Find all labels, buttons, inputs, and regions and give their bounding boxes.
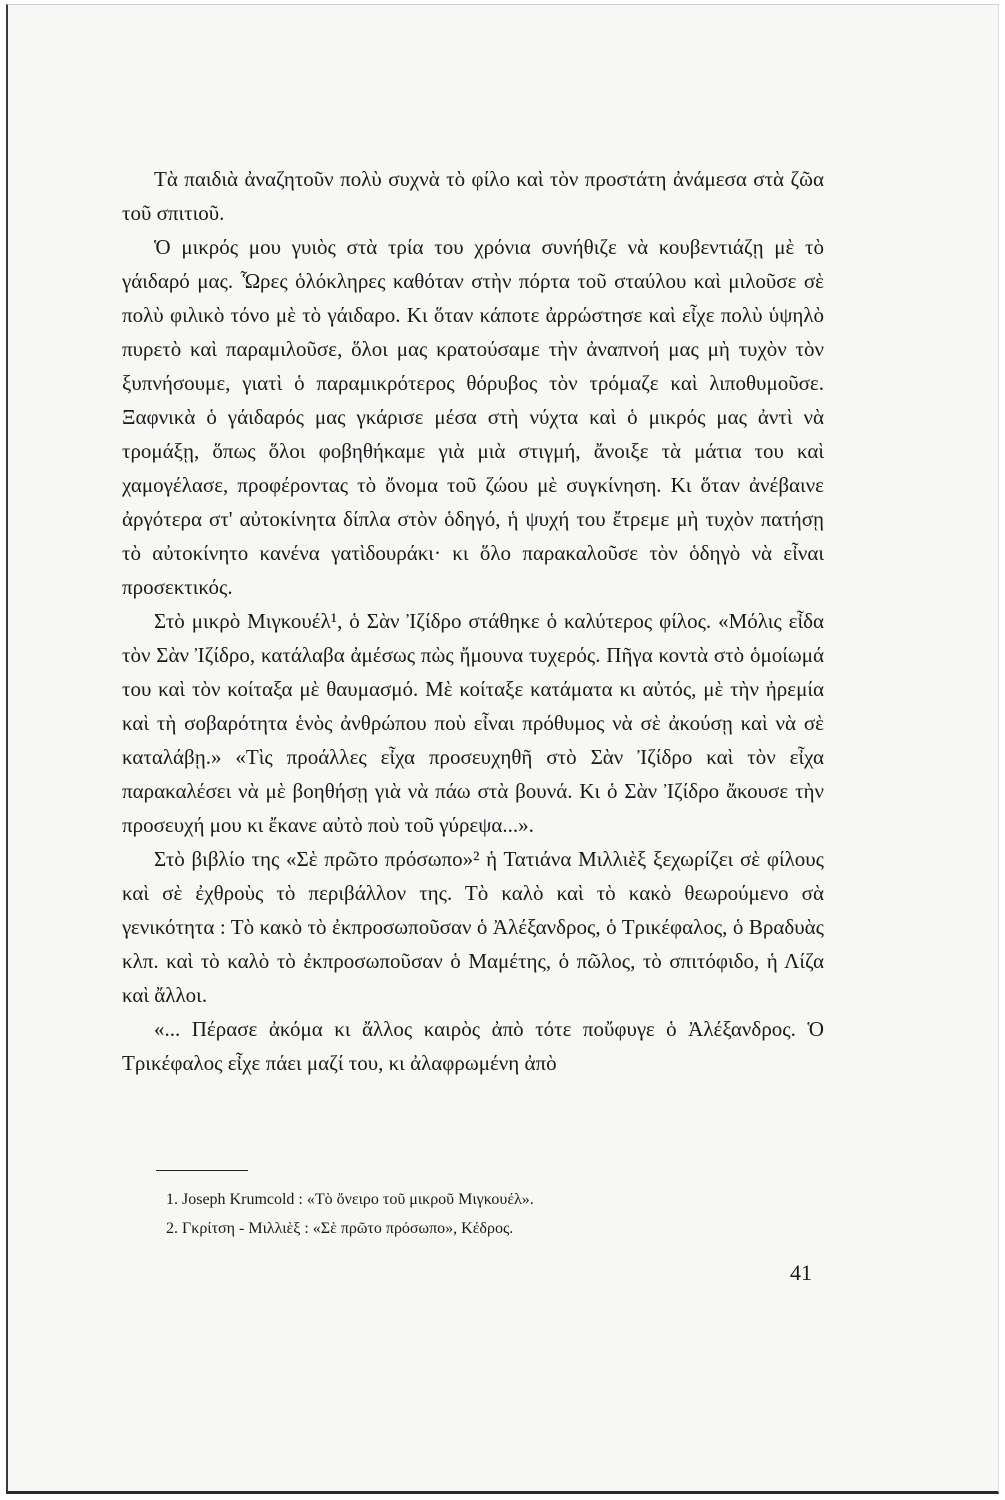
main-text: [122, 162, 824, 1080]
paragraph-1: Τὰ παιδιὰ ἀναζητοῦν πολὺ συχνὰ τὸ φίλο καὶ τὸν προστάτη ἀνάμεσα στὰ ζῶα τοῦ σπιτιοῦ.: [122, 167, 824, 225]
footnote-2: 2. Γκρίτση - Μιλλιὲξ : «Σὲ πρῶτο πρόσωπο», Κέδρος.: [166, 1220, 514, 1237]
footnote-1: 1. Joseph Krumcold : «Τὸ ὄνειρο τοῦ μικροῦ Μιγκουέλ».: [166, 1191, 534, 1208]
book-page: [6, 4, 999, 1494]
paragraph-2: Ὁ μικρός μου γυιὸς στὰ τρία του χρόνια συνήθιζε νὰ κουβεντιάζῃ μὲ τὸ γάιδαρό μας. Ὧρες ὁλόκληρες καθόταν στὴν πόρτα τοῦ σταύλου καὶ μιλοῦσε σὲ πολὺ φιλικὸ τόνο μὲ τὸ γάιδαρο. Κι ὅταν κάποτε ἀρρώστησε καὶ εἶχε πολὺ ὑψηλὸ πυρετὸ καὶ παραμιλοῦσε, ὅλοι μας κρατούσαμε τὴν ἀναπνοή μας μὴ τυχὸν τὸν ξυπνήσουμε, γιατὶ ὁ παραμικρότερος θόρυβος τὸν τρόμαζε καὶ λιποθυμοῦσε. Ξαφνικὰ ὁ γάιδαρός μας γκάρισε μέσα στὴ νύχτα καὶ ὁ μικρός μας ἀντὶ νὰ τρομάξῃ, ὅπως ὅλοι φοβηθήκαμε γιὰ μιὰ στιγμή, ἄνοιξε τὰ μάτια του καὶ χαμογέλασε, προφέροντας τὸ ὄνομα τοῦ ζώου μὲ συγκίνηση. Κι ὅταν ἀνέβαινε ἀργότερα στ' αὐτοκίνητα δίπλα στὸν ὁδηγό, ἡ ψυχή του ἔτρεμε μὴ τυχὸν πατήσῃ τὸ αὐτοκίνητο κανένα γατὶδουράκι· κι ὅλο παρακαλοῦσε τὸν ὁδηγὸ νὰ εἶναι προσεκτικός.: [122, 235, 824, 599]
footnotes: [166, 1185, 826, 1243]
paragraph-4: Στὸ βιβλίο της «Σὲ πρῶτο πρόσωπο»² ἡ Τατιάνα Μιλλιὲξ ξεχωρίζει σὲ φίλους καὶ σὲ ἐχθροὺς τὸ περιβάλλον της. Τὸ καλὸ καὶ τὸ κακὸ θεωρούμενο σὰ γενικότητα : Τὸ κακὸ τὸ ἐκπροσωποῦσαν ὁ Ἀλέξανδρος, ὁ Τρικέφαλος, ὁ Βραδυὰς κλπ. καὶ τὸ καλὸ τὸ ἐκπροσωποῦσαν ὁ Μαμέτης, ὁ πῶλος, τὸ σπιτόφιδο, ἡ Λίζα καὶ ἄλλοι.: [122, 847, 824, 1007]
paragraph-3: Στὸ μικρὸ Μιγκουέλ¹, ὁ Σὰν Ἰζίδρο στάθηκε ὁ καλύτερος φίλος. «Μόλις εἶδα τὸν Σὰν Ἰζίδρο, κατάλαβα ἀμέσως πὼς ἤμουνα τυχερός. Πῆγα κοντὰ στὸ ὁμοίωμά του καὶ τὸν κοίταξα μὲ θαυμασμό. Μὲ κοίταξε κατάματα κι αὐτός, μὲ τὴν ἠρεμία καὶ τὴ σοβαρότητα ἑνὸς ἀνθρώπου ποὺ εἶναι πρόθυμος νὰ σὲ ἀκούσῃ καὶ νὰ σὲ καταλάβῃ.» «Τὶς προάλλες εἶχα προσευχηθῆ στὸ Σὰν Ἰζίδρο καὶ τὸν εἶχα παρακαλέσει νὰ μὲ βοηθήσῃ γιὰ νὰ πάω στὰ βουνά. Κι ὁ Σὰν Ἰζίδρο ἄκουσε τὴν προσευχή μου κι ἔκανε αὐτὸ ποὺ τοῦ γύρεψα...».: [122, 609, 824, 837]
page-number: 41: [790, 1260, 812, 1285]
footnote-divider: [156, 1170, 248, 1171]
paragraph-5: «... Πέρασε ἀκόμα κι ἄλλος καιρὸς ἀπὸ τότε ποὔφυγε ὁ Ἀλέξανδρος. Ὁ Τρικέφαλος εἶχε πάει μαζί του, κι ἀλαφρωμένη ἀπὸ: [122, 1017, 824, 1075]
